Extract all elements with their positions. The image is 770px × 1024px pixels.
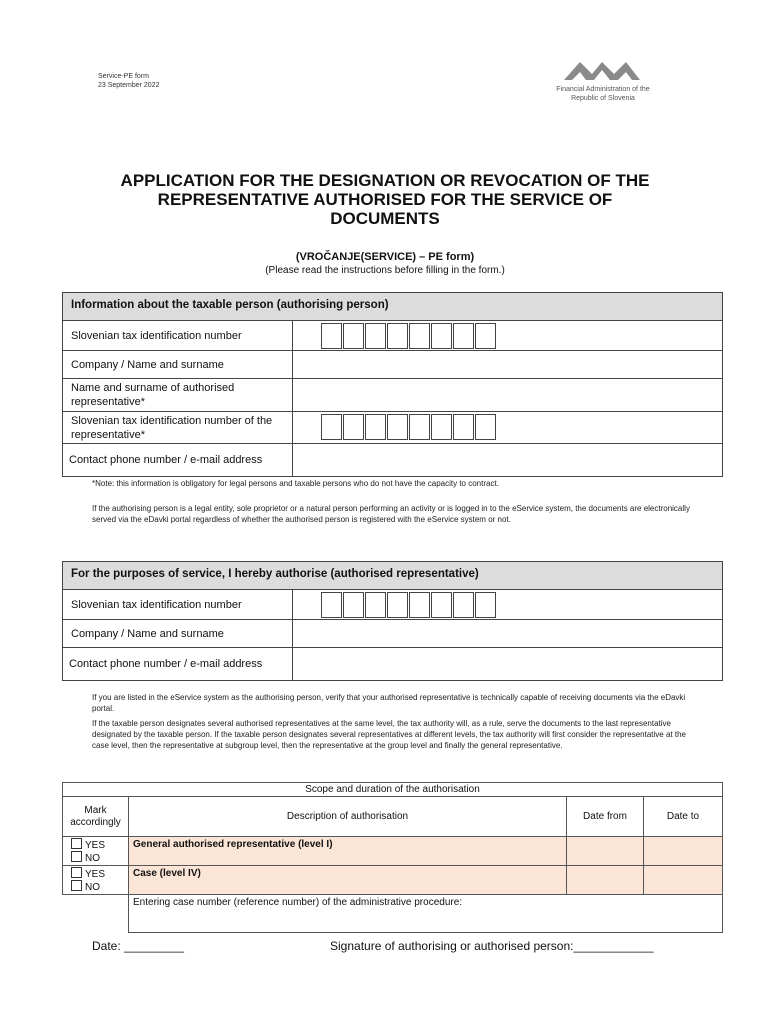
date-from-column-header: Date from [567,797,644,837]
form-date: 23 September 2022 [98,82,160,89]
rep-tax-id-row [63,590,722,620]
authorised-representative-section [62,561,723,681]
representative-tax-id-row [63,412,722,444]
rep-contact-input[interactable] [293,648,722,680]
company-name-row [63,351,722,379]
checkbox[interactable] [71,838,82,849]
checkbox[interactable] [71,851,82,862]
representative-tax-id-input[interactable] [293,412,722,443]
digit-boxes[interactable] [321,592,497,618]
yes-option[interactable]: YES [71,867,127,880]
form-identifier [98,72,160,90]
tax-id-row [63,321,722,351]
field-label: Contact phone number / e-mail address [63,648,293,680]
field-label: Company / Name and surname [63,620,293,647]
page-title: APPLICATION FOR THE DESIGNATION OR REVOCATION OF THE REPRESENTATIVE AUTHORISED FOR THE SERVICE OF DOCUMENTS [120,171,650,228]
form-subtitle: (VROČANJE(SERVICE) – PE form) [295,251,475,263]
rep-contact-row [63,648,722,680]
form-instruction: (Please read the instructions before filling in the form.) [265,265,505,276]
scope-table [62,782,723,933]
option-row [63,837,723,866]
date-to-input[interactable] [644,866,723,895]
no-option[interactable]: NO [71,851,127,864]
mark-cell [63,866,129,895]
date-to-input[interactable] [644,837,723,866]
checkbox[interactable] [71,867,82,878]
field-label: Name and surname of authorised representative* [63,379,293,411]
company-name-input[interactable] [293,351,722,378]
representative-name-row [63,379,722,412]
note-verify: If you are listed in the eService system as the authorising person, verify that your authorised representative is technically capable of receiving documents via the eDavki portal. [92,693,686,713]
option-row [63,866,723,895]
taxable-person-section [62,292,723,477]
option-general: General authorised representative (level I) [129,837,567,866]
date-to-column-header: Date to [644,797,723,837]
signature-field[interactable]: Signature of authorising or authorised person:____________ [330,939,654,953]
note-levels: If the taxable person designates several authorised representatives at the same level, the tax authority will, as a rule, serve the documents to the last representative designated by the taxable person. If the taxable person designates several representatives at different levels, the tax authority will first consider the representative at the case level, then the representative at subgroup level, then the representative at the group level and finally the general representative. [92,719,686,750]
rep-company-row [63,620,722,648]
rep-company-input[interactable] [293,620,722,647]
rep-tax-id-input[interactable] [293,590,722,619]
field-label: Slovenian tax identification number [63,590,293,619]
representative-name-input[interactable] [293,379,722,411]
date-from-input[interactable] [567,837,644,866]
tax-id-input[interactable] [293,321,722,350]
mark-cell [63,837,129,866]
section-heading: Information about the taxable person (authorising person) [63,293,722,321]
note-obligatory: *Note: this information is obligatory for legal persons and taxable persons who do not have the capacity to contract. [92,479,499,488]
form-name: Service-PE form [98,73,149,80]
yes-option[interactable]: YES [71,838,127,851]
mountain-logo-icon [562,58,642,87]
description-column-header: Description of authorisation [129,797,567,837]
field-label: Slovenian tax identification number of the representative* [63,412,293,443]
option-case: Case (level IV) [129,866,567,895]
date-field[interactable]: Date: _________ [92,939,185,953]
field-label: Contact phone number / e-mail address [63,444,293,476]
section-heading: For the purposes of service, I hereby authorise (authorised representative) [63,562,722,590]
authority-name: Financial Administration of the Republic of Slovenia [556,86,650,102]
scope-caption: Scope and duration of the authorisation [63,783,723,797]
field-label: Company / Name and surname [63,351,293,378]
note-eservice: If the authorising person is a legal entity, sole proprietor or a natural person performing an activity or is logged in to the eService system, the documents are electronically served via the eDavki portal regardless of whether the authorised person is registered with the eService system or not. [92,504,690,524]
case-number-input[interactable] [129,895,723,933]
case-number-label: Entering case number (reference number) of the administrative procedure: [133,897,463,908]
contact-input[interactable] [293,444,722,476]
digit-boxes[interactable] [321,414,497,440]
mark-column-header: Mark accordingly [63,797,129,837]
date-from-input[interactable] [567,866,644,895]
contact-row [63,444,722,476]
field-label: Slovenian tax identification number [63,321,293,350]
no-option[interactable]: NO [71,880,127,893]
checkbox[interactable] [71,880,82,891]
digit-boxes[interactable] [321,323,497,349]
